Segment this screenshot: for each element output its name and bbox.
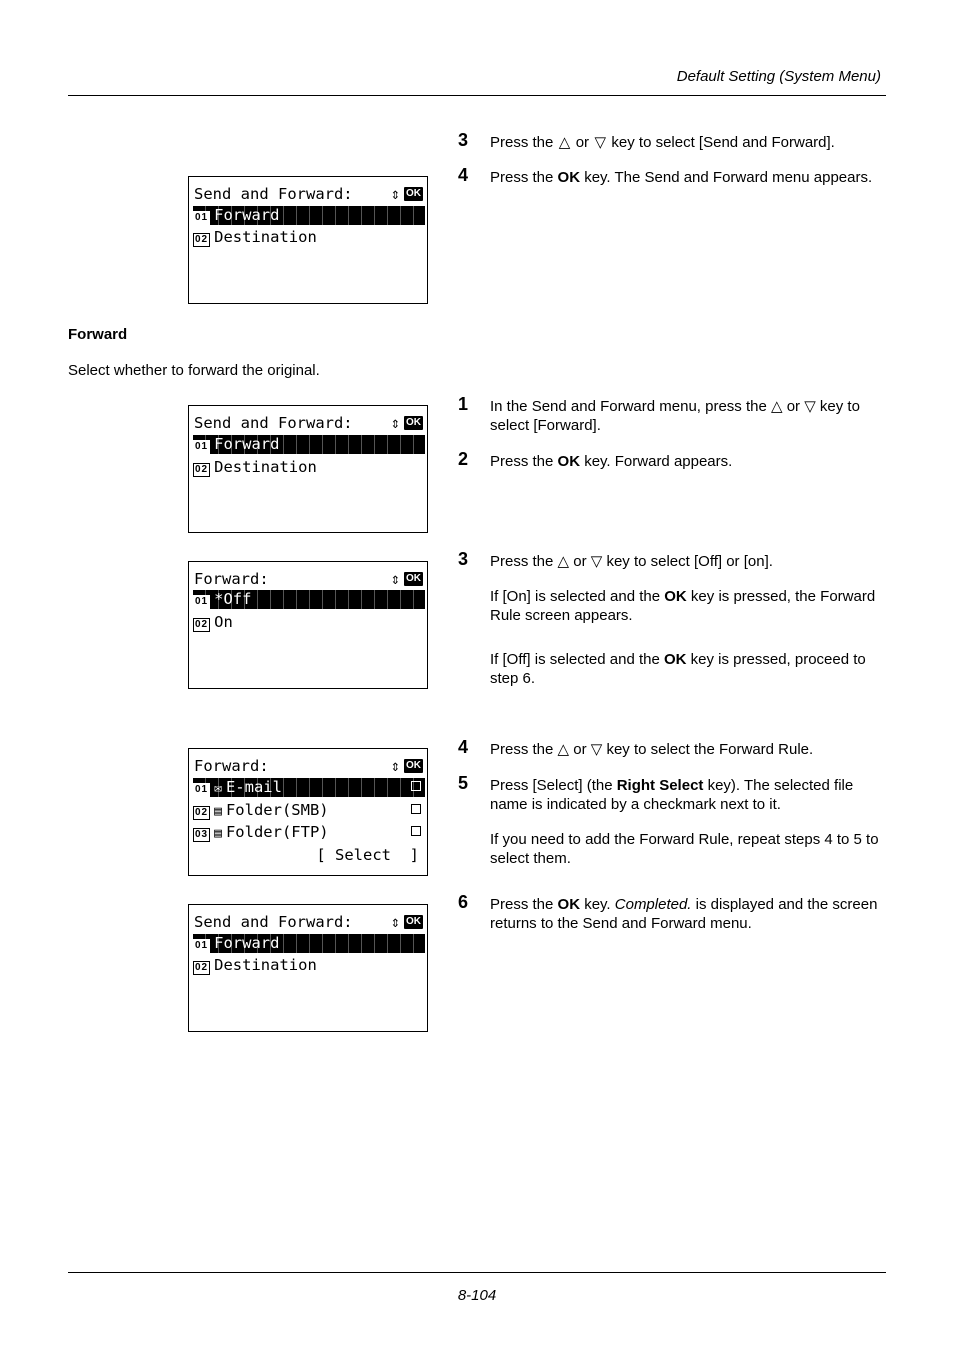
lcd-item-label: Destination — [214, 956, 317, 974]
step-text: Press the OK key. The Send and Forward menu appears. — [490, 169, 873, 186]
folder-ftp-icon: ▤ — [214, 826, 222, 841]
arrow-keys-icon: ⇕ — [390, 913, 400, 931]
lcd-panel-send-and-forward — [188, 176, 428, 304]
running-header: Default Setting (System Menu) — [676, 68, 881, 85]
ok-key-icon: OK — [406, 188, 421, 199]
lcd-menu-item[interactable] — [193, 613, 425, 632]
checkbox-icon[interactable] — [411, 781, 421, 791]
arrow-keys-icon: ⇕ — [390, 570, 400, 588]
lcd-panel-forward-rule — [188, 748, 428, 876]
item-number-badge: 02 — [195, 464, 209, 475]
arrow-keys-icon: ⇕ — [390, 757, 400, 775]
arrow-keys-icon: ⇕ — [390, 414, 400, 432]
ok-key-icon: OK — [406, 760, 421, 771]
section-heading: Forward — [68, 326, 128, 343]
step-text: Press the △ or ▽ key to select the Forward Rule. — [490, 741, 814, 758]
lcd-item-label: Forward — [214, 435, 280, 453]
lcd-menu-item[interactable] — [193, 458, 425, 477]
step-note: If [On] is selected and the OK key is pressed, the Forward Rule screen appears. — [490, 588, 876, 624]
lcd-menu-item[interactable] — [193, 934, 425, 953]
item-number-badge: 01 — [195, 784, 209, 795]
ok-key-icon: OK — [406, 417, 421, 428]
lcd-item-label: On — [214, 613, 233, 631]
step-number: 3 — [458, 549, 469, 569]
item-number-badge: 01 — [195, 940, 209, 951]
lcd-title: Send and Forward: — [194, 414, 353, 432]
checkbox-icon[interactable] — [411, 804, 421, 814]
step-text: Press the OK key. Forward appears. — [490, 453, 733, 470]
item-number-badge: 02 — [195, 234, 209, 245]
step-text: Press the OK key. Completed. is displayed and the screen returns to the Send and Forward menu. — [490, 896, 878, 932]
lcd-panel-send-and-forward — [188, 405, 428, 533]
step-text: Press the △ or ▽ key to select [Off] or [on]. — [490, 553, 773, 570]
step-number: 6 — [458, 892, 469, 912]
lcd-menu-item[interactable] — [193, 590, 425, 609]
ok-key-icon: OK — [406, 916, 421, 927]
step-text: Press the △ or ▽ key to select [Send and Forward]. — [490, 134, 835, 151]
up-triangle-icon: △ — [558, 134, 571, 151]
item-number-badge: 02 — [195, 962, 209, 973]
lcd-panel-forward — [188, 561, 428, 689]
lcd-menu-item[interactable] — [193, 823, 425, 842]
lcd-menu-item[interactable] — [193, 956, 425, 975]
lcd-item-label: Forward — [214, 206, 280, 224]
lcd-item-label: Forward — [214, 934, 280, 952]
ok-key-icon: OK — [406, 573, 421, 584]
item-number-badge: 02 — [195, 619, 209, 630]
item-number-badge: 03 — [195, 829, 209, 840]
step-number: 4 — [458, 737, 469, 757]
step-number: 2 — [458, 449, 469, 469]
item-number-badge: 01 — [195, 596, 209, 607]
footer-rule — [68, 1272, 886, 1273]
lcd-menu-item[interactable] — [193, 435, 425, 454]
step-text: In the Send and Forward menu, press the △ or ▽ key to select [Forward]. — [490, 398, 860, 434]
step-number: 5 — [458, 773, 469, 793]
lcd-panel-send-and-forward — [188, 904, 428, 1032]
step-text: Press [Select] (the Right Select key). The selected file name is indicated by a checkmark next to it. — [490, 777, 854, 813]
lcd-item-label: *Off — [214, 590, 252, 608]
select-softkey[interactable]: [ Select ] — [316, 846, 419, 864]
lcd-title: Forward: — [194, 757, 269, 775]
step-number: 4 — [458, 165, 469, 185]
page-number: 8-104 — [457, 1287, 497, 1304]
checkbox-icon[interactable] — [411, 826, 421, 836]
section-description: Select whether to forward the original. — [68, 362, 320, 379]
lcd-item-label: Destination — [214, 458, 317, 476]
item-number-badge: 02 — [195, 807, 209, 818]
lcd-item-label: E-mail — [225, 778, 282, 796]
arrow-keys-icon: ⇕ — [390, 185, 400, 203]
email-icon: ✉ — [214, 781, 222, 796]
lcd-title: Send and Forward: — [194, 185, 353, 203]
step-number: 3 — [458, 130, 469, 150]
lcd-title: Send and Forward: — [194, 913, 353, 931]
lcd-item-label: Folder(FTP) — [225, 823, 329, 841]
down-triangle-icon: ▽ — [594, 134, 606, 151]
step-number: 1 — [458, 394, 469, 414]
lcd-item-label: Folder(SMB) — [225, 801, 329, 819]
item-number-badge: 01 — [195, 212, 209, 223]
lcd-menu-item[interactable] — [193, 801, 425, 820]
lcd-title: Forward: — [194, 570, 269, 588]
step-note: If [Off] is selected and the OK key is pressed, proceed to step 6. — [490, 651, 866, 687]
lcd-item-label: Destination — [214, 228, 317, 246]
step-note: If you need to add the Forward Rule, repeat steps 4 to 5 to select them. — [490, 831, 879, 867]
header-rule — [68, 95, 886, 96]
lcd-menu-item[interactable] — [193, 778, 425, 797]
item-number-badge: 01 — [195, 441, 209, 452]
folder-smb-icon: ▤ — [214, 804, 222, 819]
lcd-menu-item[interactable] — [193, 206, 425, 225]
lcd-menu-item[interactable] — [193, 228, 425, 247]
